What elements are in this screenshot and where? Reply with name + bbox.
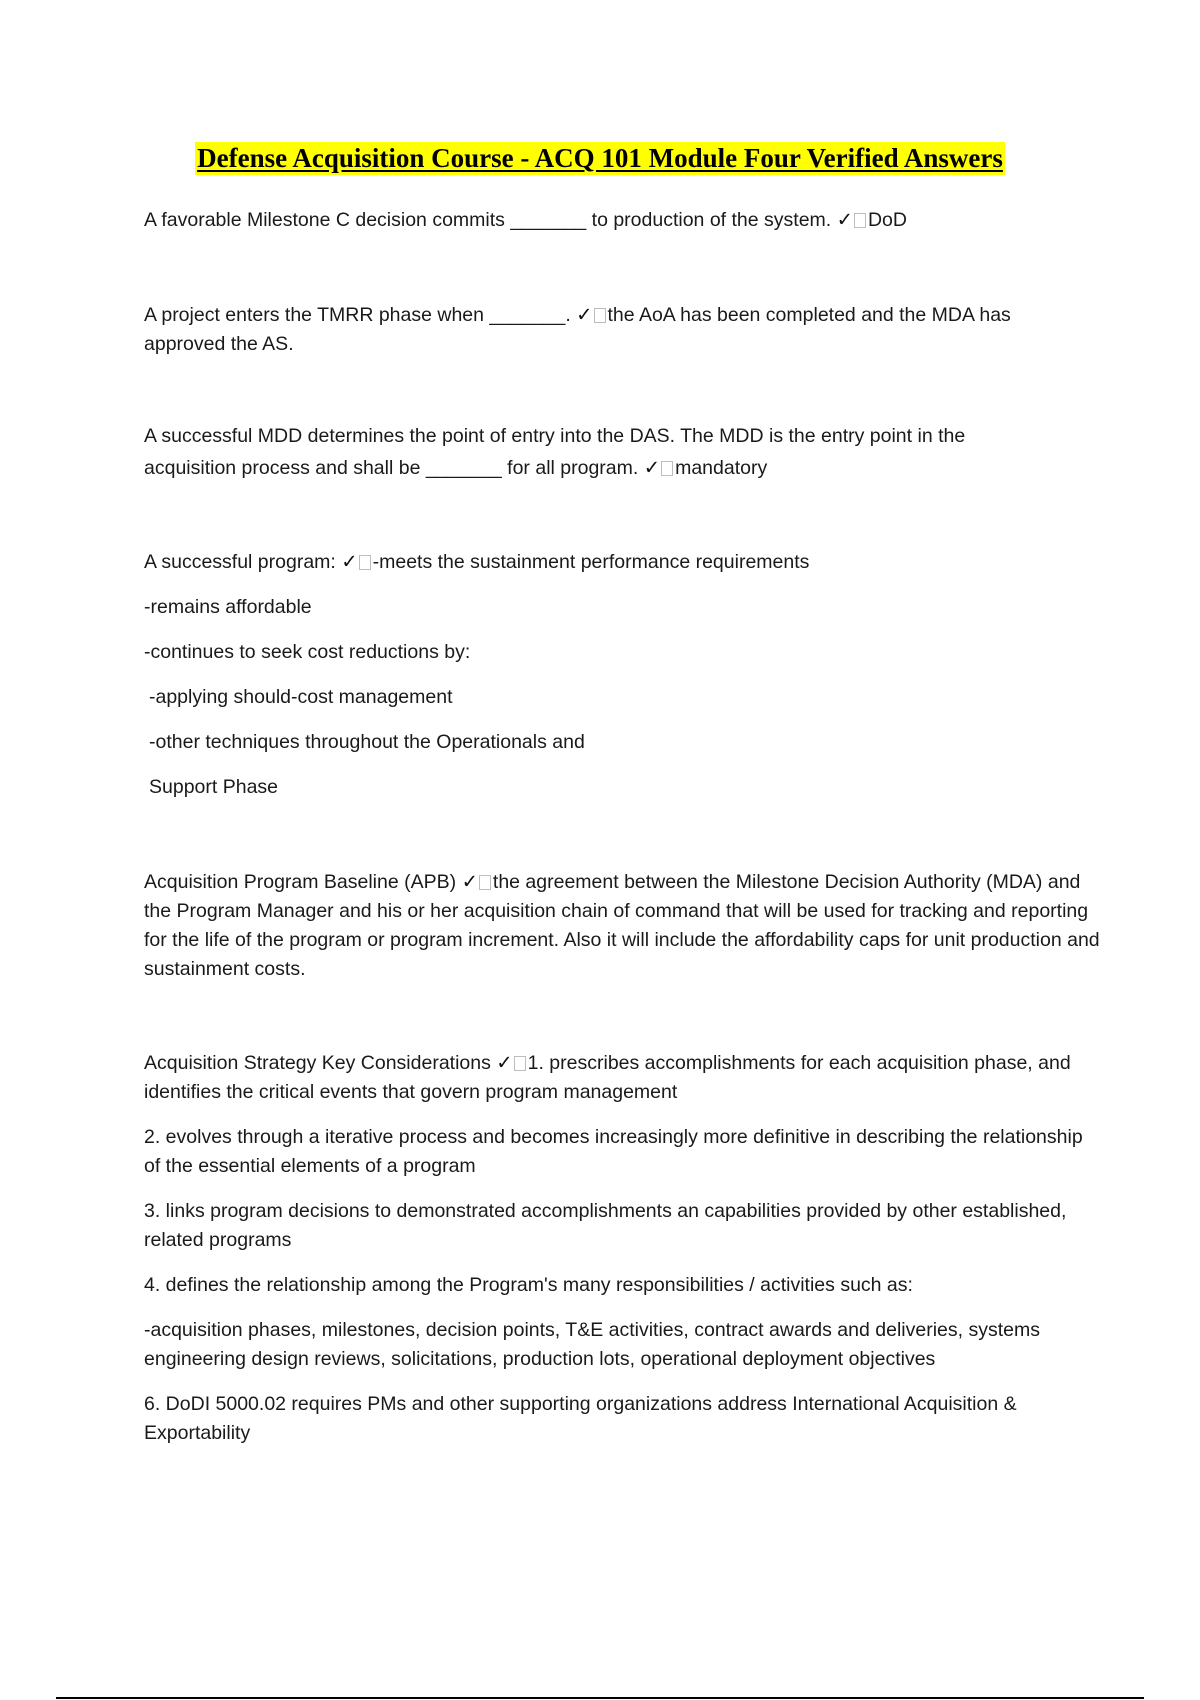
title-wrap (0, 142, 1200, 175)
answer-text: -meets the sustainment performance requirements (372, 551, 810, 573)
answer-text: the agreement between the Milestone Decision Authority (MDA) and the Program Manager and his or her acquisition chain of command that will be used for tracking and reporting for the life of the program or program increment. Also it will include the affordability caps for unit production and sustainment costs. (144, 871, 1100, 980)
checkmark-icon: ✓ (496, 1052, 513, 1074)
qa-item-5 (144, 868, 1104, 984)
answer-line: -remains affordable (144, 596, 312, 618)
checkmark-icon: ✓ (836, 209, 853, 231)
question-text: A project enters the TMRR phase when _______. (144, 304, 571, 326)
answer-text: DoD (867, 209, 907, 231)
checkmark-icon: ✓ (461, 871, 478, 893)
checkbox-glyph-icon (359, 555, 371, 570)
answer-point: 6. DoDI 5000.02 requires PMs and other supporting organizations address International Acquisition & Exportability (144, 1393, 1017, 1444)
qa-item-6 (144, 1049, 1094, 1448)
qa-paragraph (144, 868, 1104, 984)
qa-item-1 (144, 206, 1094, 235)
answer-point: 4. defines the relationship among the Program's many responsibilities / activities such as: (144, 1274, 913, 1296)
checkmark-icon: ✓ (341, 551, 358, 573)
question-text: Acquisition Program Baseline (APB) (144, 871, 457, 893)
checkbox-glyph-icon (594, 308, 606, 323)
answer-line: -applying should-cost management (149, 686, 453, 708)
checkbox-glyph-icon (479, 875, 491, 890)
question-text: A favorable Milestone C decision commits _______ to production of the system. (144, 209, 832, 231)
qa-paragraph (144, 206, 1094, 235)
page-title: Defense Acquisition Course - ACQ 101 Module Four Verified Answers (197, 143, 1003, 173)
qa-paragraph (144, 1049, 1094, 1107)
question-text: Acquisition Strategy Key Considerations (144, 1052, 491, 1074)
answer-point: 2. evolves through a iterative process and becomes increasingly more definitive in describing the relationship of the essential elements of a program (144, 1126, 1083, 1177)
answer-point: -acquisition phases, milestones, decision points, T&E activities, contract awards and deliveries, systems engineering design reviews, solicitations, production lots, operational deployment objectives (144, 1319, 1040, 1370)
answer-text: the AoA has been completed and the MDA has approved the AS. (144, 304, 1011, 355)
question-text: A successful program: (144, 551, 336, 573)
checkmark-icon: ✓ (576, 304, 593, 326)
answer-text: 1. prescribes accomplishments for each acquisition phase, and identifies the critical events that govern program management (144, 1052, 1071, 1103)
question-text: A successful MDD determines the point of entry into the DAS. The MDD is the entry point in the acquisition process and shall be _______ for all program. (144, 425, 966, 479)
qa-paragraph (144, 548, 1094, 577)
checkbox-glyph-icon (854, 213, 866, 228)
answer-line: -other techniques throughout the Operationals and (149, 731, 585, 753)
checkmark-icon: ✓ (643, 457, 661, 479)
answer-point: 3. links program decisions to demonstrated accomplishments an capabilities provided by other established, related programs (144, 1200, 1067, 1251)
answer-line: -continues to seek cost reductions by: (144, 641, 471, 663)
checkbox-glyph-icon (514, 1056, 526, 1071)
qa-paragraph (144, 420, 1024, 484)
qa-item-2 (144, 301, 1054, 359)
checkbox-glyph-icon (661, 461, 673, 476)
answer-line: Support Phase (149, 776, 279, 798)
qa-paragraph (144, 301, 1054, 359)
bottom-divider (56, 1697, 1144, 1699)
answer-text: mandatory (675, 457, 768, 479)
qa-item-4 (144, 548, 1094, 802)
qa-item-3 (144, 420, 1024, 484)
